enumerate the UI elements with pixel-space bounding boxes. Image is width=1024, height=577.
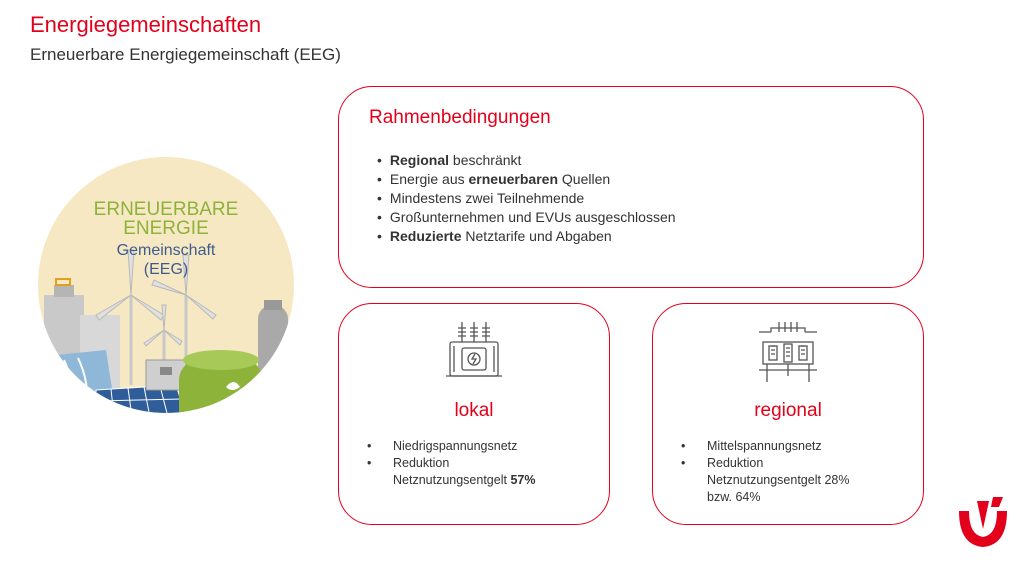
list-item: • Reduktion Netznutzungsentgelt 57% — [367, 455, 535, 489]
conditions-list — [377, 151, 676, 246]
illustration-text-4: (EEG) — [143, 261, 189, 278]
local-heading: lokal — [454, 400, 494, 421]
page-title: Energiegemeinschaften — [30, 12, 262, 37]
list-item: • Energie aus erneuerbaren Quellen — [377, 170, 676, 189]
conditions-heading: Rahmenbedingungen — [369, 107, 551, 128]
illustration-text-2: ENERGIE — [123, 218, 209, 239]
transformer-icon — [444, 320, 504, 384]
list-item: • Regional beschränkt — [377, 151, 676, 170]
company-logo — [953, 493, 1013, 553]
conditions-box — [338, 86, 924, 288]
regional-list — [681, 438, 849, 506]
illustration-text-1: ERNEUERBARE — [93, 199, 239, 220]
local-box — [338, 303, 610, 525]
local-list — [367, 438, 535, 489]
regional-heading: regional — [754, 400, 822, 421]
list-item: • Reduzierte Netztarife und Abgaben — [377, 227, 676, 246]
regional-box — [652, 303, 924, 525]
list-item: • Mittelspannungsnetz — [681, 438, 849, 455]
list-item: • Niedrigspannungsnetz — [367, 438, 535, 455]
substation-icon — [755, 320, 821, 384]
illustration-text-3: Gemeinschaft — [116, 242, 216, 259]
list-item: • Mindestens zwei Teilnehmende — [377, 189, 676, 208]
list-item: • Großunternehmen und EVUs ausgeschlossen — [377, 208, 676, 227]
page-subtitle: Erneuerbare Energiegemeinschaft (EEG) — [30, 45, 341, 64]
list-item: • Reduktion Netznutzungsentgelt 28% bzw. 64% — [681, 455, 849, 506]
renewable-energy-illustration — [36, 155, 296, 415]
